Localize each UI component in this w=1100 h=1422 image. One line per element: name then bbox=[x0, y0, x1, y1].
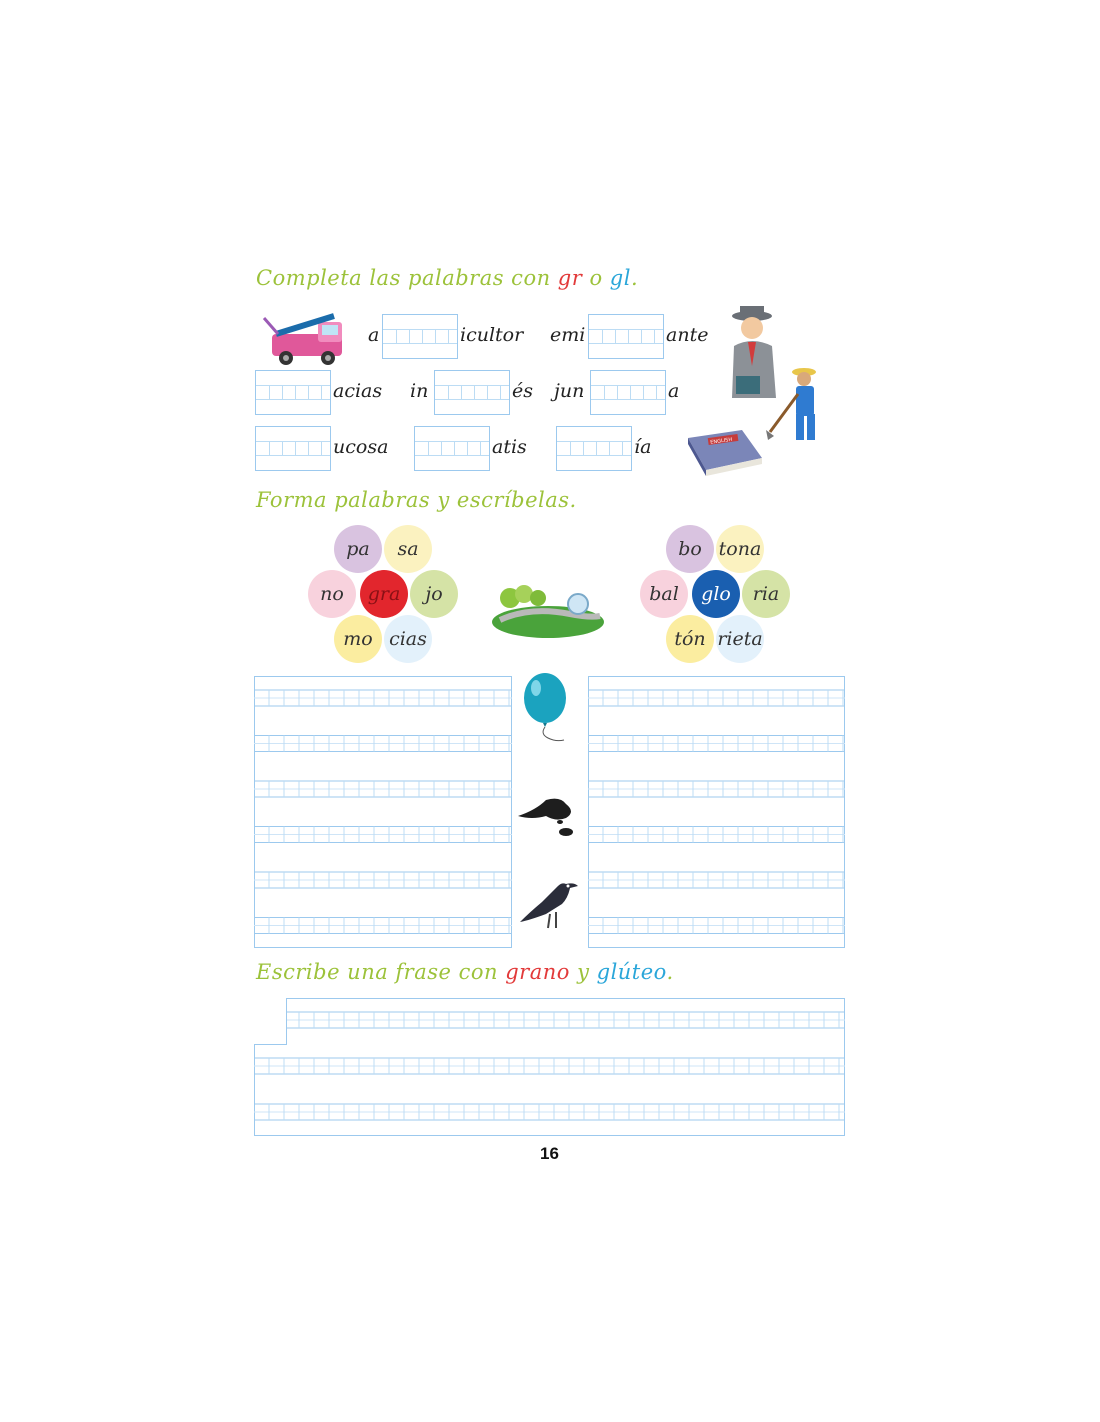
petal-jo: jo bbox=[410, 570, 458, 618]
petal-tona: tona bbox=[716, 525, 764, 573]
blank-emigrante[interactable] bbox=[588, 314, 664, 359]
petal-bo: bo bbox=[666, 525, 714, 573]
crane-truck-icon bbox=[258, 308, 350, 366]
guide-tick bbox=[422, 329, 423, 343]
guide-tick bbox=[448, 329, 449, 343]
or-text: o bbox=[582, 266, 610, 290]
guide-tick bbox=[641, 329, 642, 343]
guide-tick bbox=[282, 441, 283, 455]
guide-line bbox=[415, 441, 489, 442]
guide-tick bbox=[321, 441, 322, 455]
guide-tick bbox=[435, 329, 436, 343]
petal-ton: tón bbox=[666, 615, 714, 663]
petal-mo: mo bbox=[334, 615, 382, 663]
guide-tick bbox=[269, 441, 270, 455]
guide-tick bbox=[321, 385, 322, 399]
petal-ria: ria bbox=[742, 570, 790, 618]
blank-gracias[interactable] bbox=[255, 370, 331, 415]
guide-line bbox=[591, 385, 665, 386]
guide-tick bbox=[282, 385, 283, 399]
word-ante: ante bbox=[666, 324, 709, 346]
guide-tick bbox=[487, 385, 488, 399]
instruction-write-sentence bbox=[256, 960, 674, 984]
guide-tick bbox=[500, 385, 501, 399]
flower-center-glo: glo bbox=[692, 570, 740, 618]
guide-tick bbox=[474, 385, 475, 399]
word-jun: jun bbox=[554, 380, 585, 402]
crow-icon bbox=[516, 874, 580, 932]
guide-tick bbox=[308, 441, 309, 455]
sentence-writing-grid[interactable] bbox=[254, 998, 845, 1136]
blank-agricultor[interactable] bbox=[382, 314, 458, 359]
guide-line bbox=[256, 455, 330, 456]
word-a: a bbox=[368, 324, 380, 346]
writing-grid-right[interactable] bbox=[588, 676, 845, 948]
guide-line bbox=[435, 385, 509, 386]
guide-tick bbox=[269, 385, 270, 399]
word-ia: ía bbox=[634, 436, 652, 458]
guide-line bbox=[256, 385, 330, 386]
and-text: y bbox=[569, 960, 597, 984]
guide-tick bbox=[295, 385, 296, 399]
stain-icon bbox=[516, 794, 578, 838]
writing-grid-left[interactable] bbox=[254, 676, 512, 948]
guide-tick bbox=[656, 385, 657, 399]
blank-ingles[interactable] bbox=[434, 370, 510, 415]
instruction-complete-words bbox=[256, 266, 638, 290]
guide-line bbox=[383, 343, 457, 344]
guide-tick bbox=[454, 441, 455, 455]
guide-tick bbox=[609, 441, 610, 455]
guide-line bbox=[589, 343, 663, 344]
guide-line bbox=[591, 399, 665, 400]
blank-grua[interactable] bbox=[556, 426, 632, 471]
syllable-flower-glo bbox=[632, 520, 802, 670]
book-icon bbox=[684, 428, 764, 476]
word-atis: atis bbox=[492, 436, 527, 458]
petal-no: no bbox=[308, 570, 356, 618]
dot: . bbox=[666, 960, 674, 984]
guide-tick bbox=[596, 441, 597, 455]
guide-line bbox=[589, 329, 663, 330]
guide-line bbox=[557, 455, 631, 456]
guide-line bbox=[415, 455, 489, 456]
guide-line bbox=[383, 329, 457, 330]
guide-tick bbox=[467, 441, 468, 455]
guide-tick bbox=[617, 385, 618, 399]
guide-tick bbox=[295, 441, 296, 455]
park-icon bbox=[490, 584, 608, 640]
word-ucosa: ucosa bbox=[333, 436, 389, 458]
guide-tick bbox=[622, 441, 623, 455]
guide-tick bbox=[583, 441, 584, 455]
guide-tick bbox=[461, 385, 462, 399]
word-in: in bbox=[410, 380, 429, 402]
guide-line bbox=[435, 399, 509, 400]
page-number: 16 bbox=[540, 1144, 559, 1163]
petal-bal: bal bbox=[640, 570, 688, 618]
instruction-text: Completa las palabras con bbox=[256, 266, 558, 290]
guide-tick bbox=[448, 385, 449, 399]
grid-lines bbox=[588, 676, 845, 948]
guide-tick bbox=[308, 385, 309, 399]
guide-tick bbox=[602, 329, 603, 343]
guide-tick bbox=[396, 329, 397, 343]
grid-lines bbox=[254, 998, 845, 1136]
blank-glucosa[interactable] bbox=[255, 426, 331, 471]
guide-line bbox=[557, 441, 631, 442]
word-acias: acias bbox=[333, 380, 383, 402]
petal-pa: pa bbox=[334, 525, 382, 573]
word-gluteo: glúteo bbox=[596, 960, 667, 984]
word-icultor: icultor bbox=[460, 324, 524, 346]
petal-sa: sa bbox=[384, 525, 432, 573]
blank-gratis[interactable] bbox=[414, 426, 490, 471]
word-es: és bbox=[512, 380, 533, 402]
word-a-end: a bbox=[668, 380, 680, 402]
guide-tick bbox=[570, 441, 571, 455]
instruction-text: Escribe una frase con bbox=[256, 960, 506, 984]
blank-jungla[interactable] bbox=[590, 370, 666, 415]
star-notch bbox=[254, 998, 287, 1045]
guide-tick bbox=[428, 441, 429, 455]
guide-tick bbox=[441, 441, 442, 455]
instruction-form-words: Forma palabras y escríbelas. bbox=[256, 488, 577, 512]
flower-center-gra: gra bbox=[360, 570, 408, 618]
petal-rieta: rieta bbox=[716, 615, 764, 663]
gl-label: gl bbox=[609, 266, 631, 290]
word-emi: emi bbox=[550, 324, 586, 346]
guide-tick bbox=[409, 329, 410, 343]
syllable-flower-gra bbox=[300, 520, 470, 670]
gr-label: gr bbox=[557, 266, 583, 290]
dot: . bbox=[630, 266, 639, 290]
farmer-icon bbox=[764, 364, 834, 446]
guide-line bbox=[256, 399, 330, 400]
guide-tick bbox=[480, 441, 481, 455]
guide-line bbox=[256, 441, 330, 442]
guide-tick bbox=[628, 329, 629, 343]
guide-tick bbox=[604, 385, 605, 399]
book-label: ENGLISH bbox=[709, 436, 733, 446]
guide-tick bbox=[615, 329, 616, 343]
word-grano: grano bbox=[505, 960, 570, 984]
guide-tick bbox=[643, 385, 644, 399]
petal-cias: cias bbox=[384, 615, 432, 663]
grid-lines bbox=[254, 676, 512, 948]
balloon-icon bbox=[520, 672, 570, 744]
guide-tick bbox=[654, 329, 655, 343]
guide-tick bbox=[630, 385, 631, 399]
